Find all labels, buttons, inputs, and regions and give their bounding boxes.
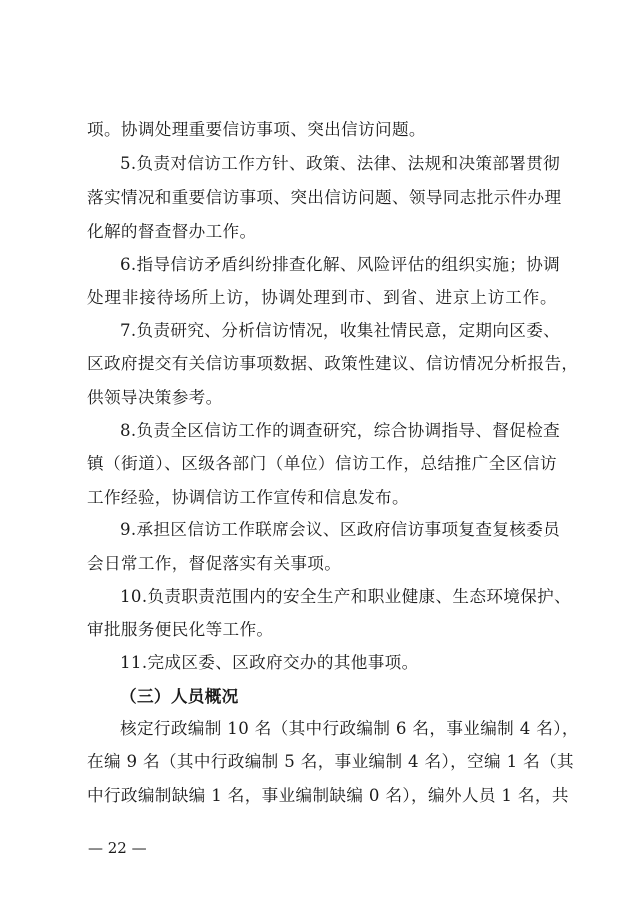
text-line: 工作经验，协调信访工作宣传和信息发布。	[87, 488, 409, 507]
text-line: 审批服务便民化等工作。	[87, 620, 274, 639]
text-line: 5.负责对信访工作方针、政策、法律、法规和决策部署贯彻	[120, 154, 561, 173]
text-line: 在编 9 名（其中行政编制 5 名，事业编制 4 名），空编 1 名（其	[87, 752, 574, 771]
section-heading: （三）人员概况	[120, 686, 239, 706]
text-line: 项。协调处理重要信访事项、突出信访问题。	[87, 120, 426, 139]
text-line: 11.完成区委、区政府交办的其他事项。	[120, 653, 419, 672]
text-line: 9.承担区信访工作联席会议、区政府信访事项复查复核委员	[120, 520, 561, 539]
text-line: 核定行政编制 10 名（其中行政编制 6 名，事业编制 4 名），	[120, 719, 579, 738]
text-line: 10.负责职责范围内的安全生产和职业健康、生态环境保护、	[120, 587, 572, 606]
text-line: 8.负责全区信访工作的调查研究，综合协调指导、督促检查	[120, 421, 561, 440]
text-line: 供领导决策参考。	[87, 388, 223, 407]
text-line: 中行政编制缺编 1 名，事业编制缺编 0 名），编外人员 1 名，共	[87, 786, 569, 805]
text-line: 区政府提交有关信访事项数据、政策性建议、信访情况分析报告，	[87, 354, 579, 373]
page-number: — 22 —	[88, 839, 147, 857]
text-line: 会日常工作，督促落实有关事项。	[87, 554, 342, 573]
text-line: 化解的督查督办工作。	[87, 222, 257, 241]
text-line: 7.负责研究、分析信访情况，收集社情民意，定期向区委、	[120, 321, 561, 340]
text-line: 镇（街道）、区级各部门（单位）信访工作，总结推广全区信访	[87, 454, 557, 473]
text-line: 处理非接待场所上访，协调处理到市、到省、进京上访工作。	[87, 288, 557, 307]
text-line: 落实情况和重要信访事项、突出信访问题、领导同志批示件办理	[87, 188, 562, 207]
text-line: 6.指导信访矛盾纠纷排查化解、风险评估的组织实施；协调	[120, 255, 561, 274]
